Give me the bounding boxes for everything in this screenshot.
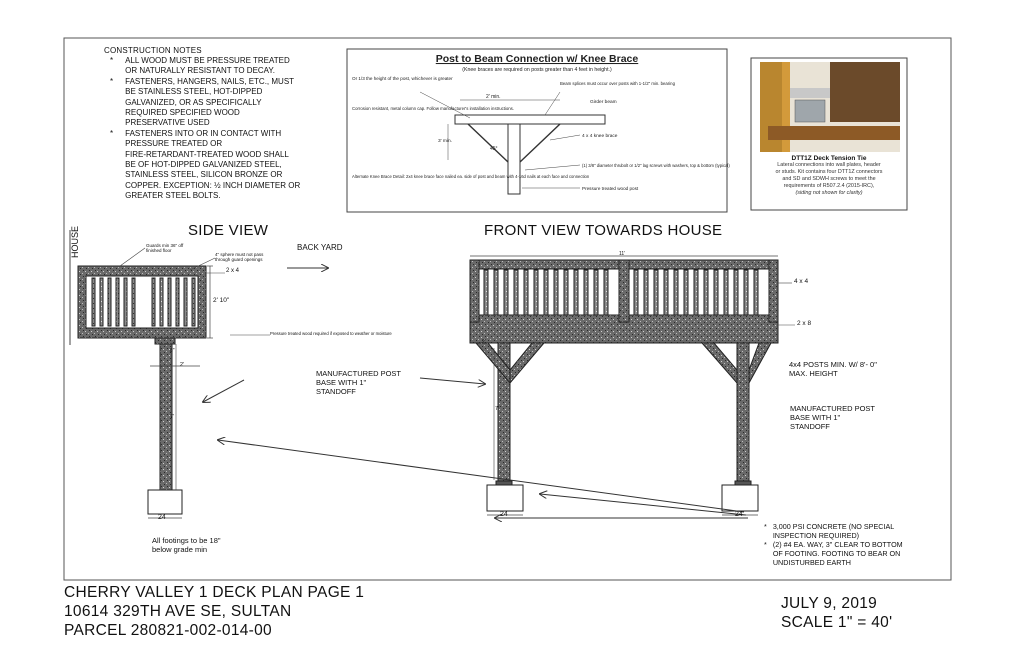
treated-note: Pressure treated wood required if exposed to weather or moisture [270,331,392,336]
detail-subtitle: (Knee braces are required on posts greater than 4 feet in height.) [462,67,612,73]
front-post-label: 4 x 4 [794,278,809,285]
concrete-note: * (2) #4 EA. WAY, 3" CLEAR TO BOTTOM OF FOOTING. FOOTING TO BEAR ON UNDISTURBED EARTH [764,540,903,567]
note-line: OR NATURALLY RESISTANT TO DECAY. [125,66,275,76]
concrete-notes [764,522,954,567]
front-beam-label: 2 x 8 [797,320,812,327]
detail-label-three-min: 3' min. [438,139,452,144]
note-line: ALL WOOD MUST BE PRESSURE TREATED [125,56,290,65]
post-base-note-line: STANDOFF [316,387,356,396]
detail-label-corrosion: Corrosion resistant, metal column cap. Follow manufacturer's installation instructions. [352,106,515,111]
back-yard-label: BACK YARD [297,243,343,252]
guard-height-label: 2' 10" [213,297,230,304]
post-base-note-right [790,404,875,431]
note-line: FIRE-RETARDANT-TREATED WOOD SHALL [125,149,289,159]
tension-tie-lines [754,162,904,197]
detail-label-min: 2' min. [486,94,501,100]
concrete-note-line: 3,000 PSI CONCRETE (NO SPECIAL [772,522,895,531]
detail-label-brace: 4 x 4 knee brace [582,134,618,139]
note-line: STAINLESS STEEL, SILICON BRONZE OR [125,170,283,180]
side-dim-2: 2' [180,362,185,368]
concrete-note-line: INSPECTION REQUIRED) [772,531,860,540]
posts-note-line: MAX. HEIGHT [789,369,838,378]
side-view-title: SIDE VIEW [188,222,269,239]
project-address: 10614 329TH AVE SE, SULTAN [64,603,292,620]
detail-title: Post to Beam Connection w/ Knee Brace [435,53,639,65]
note-line: COPPER. EXCEPTION: ½ INCH DIAMETER OR [125,180,301,190]
front-knee-dim: 2' [482,339,486,345]
concrete-note-line: (2) #4 EA. WAY, 3" CLEAR TO BOTTOM [772,540,903,549]
post-base-note-line: STANDOFF [790,422,830,431]
post-base-note-line: BASE WITH 1" [790,413,841,422]
note-line: PRESSURE TREATED OR [125,139,223,149]
footing-note-line: below grade min [152,545,208,554]
concrete-note-line: UNDISTURBED EARTH [772,558,851,567]
footing-note-line: All footings to be 18" [152,536,221,545]
project-title: CHERRY VALLEY 1 DECK PLAN PAGE 1 [64,584,365,601]
note-line: REQUIRED SPECIFIED WOOD [125,108,240,118]
sphere-note: 4" sphere must not pass through guard openings [215,252,264,262]
side-dim-7: 7' [170,414,175,420]
front-footing-width-left: 24 [500,511,508,518]
detail-label-splices: Beam splices must occur over posts with 1-1/2" min. bearing [560,81,675,86]
note-bullet: * [110,76,114,86]
plan-scale: SCALE 1" = 40' [781,614,893,631]
detail-label-girder: Girder beam [590,100,617,105]
detail-label-post: Pressure treated wood post [582,186,639,191]
detail-label-alternate: Alternate Knee Brace Detail: 2x4 knee brace face nailed ea. side of post and beam with 4-16d nails at each face and connection [352,174,590,179]
tension-tie-caption [754,155,904,197]
tension-tie-line: and SD and SDWH screws to meet the [782,176,876,182]
post-base-note-line: BASE WITH 1" [316,378,367,387]
note-line: FASTENERS INTO OR IN CONTACT WITH [125,128,282,138]
side-footing-width: 24 [158,514,166,521]
tension-tie-line: Lateral connections into wall plates, header [777,162,881,168]
rail-size-label: 2 x 4 [226,268,240,274]
front-view-title: FRONT VIEW TOWARDS HOUSE [484,222,723,239]
house-label: HOUSE [70,225,80,258]
detail-label-angle: 45° [490,146,498,152]
detail-label-one-third: Or 1/3 the height of the post, whichever is greater [352,76,453,81]
front-footing-width-right: 24 [735,511,743,518]
posts-note [789,360,877,378]
front-height-dim: 7' [495,406,500,412]
concrete-note: * 3,000 PSI CONCRETE (NO SPECIAL INSPECTION REQUIRED) [764,522,895,540]
note-line: BE STAINLESS STEEL, HOT-DIPPED [125,87,263,97]
title-block-left [64,583,364,640]
plan-date: JULY 9, 2019 [781,595,878,612]
note-line: GREATER STEEL BOLTS. [125,191,221,201]
tension-tie-line: or studs. Kit contains four DTT1Z connectors [775,169,883,175]
project-parcel: PARCEL 280821-002-014-00 [64,622,272,639]
note-line: FASTENERS, HANGERS, NAILS, ETC., MUST [125,76,295,86]
post-base-note-left [316,369,401,396]
detail-label-bolts: (1) 3/8" diameter thrubolt or 1/2" lag screws with washers, top & bottom (typical) [582,163,730,168]
posts-note-line: 4x4 POSTS MIN. W/ 8'- 0" [789,360,877,369]
note-bullet: * [110,128,114,138]
note-line: GALVANIZED, OR AS SPECIFICALLY [125,97,262,107]
post-base-note-line: MANUFACTURED POST [790,404,876,413]
note-line: BE OF HOT-DIPPED GALVANIZED STEEL, [125,160,282,170]
guard-note: Guards min 36" off finished floor [146,243,184,253]
tension-tie-line: requirements of R507.2.4 (2015-IRC), [783,183,875,189]
note-line: PRESERVATIVE USED [125,118,210,128]
notes-title: CONSTRUCTION NOTES [104,46,202,55]
side-dim-8: 8" [170,348,175,354]
tension-tie-title: DTT1Z Deck Tension Tie [791,155,867,162]
post-base-note-line: MANUFACTURED POST [316,369,402,378]
concrete-note-line: OF FOOTING. FOOTING TO BEAR ON [772,549,901,558]
note-bullet: * [110,56,114,65]
front-width-label: 11' [619,251,626,257]
tension-tie-line: (siding not shown for clarity) [795,190,863,196]
title-block-right [781,594,892,632]
footing-note [152,536,221,554]
